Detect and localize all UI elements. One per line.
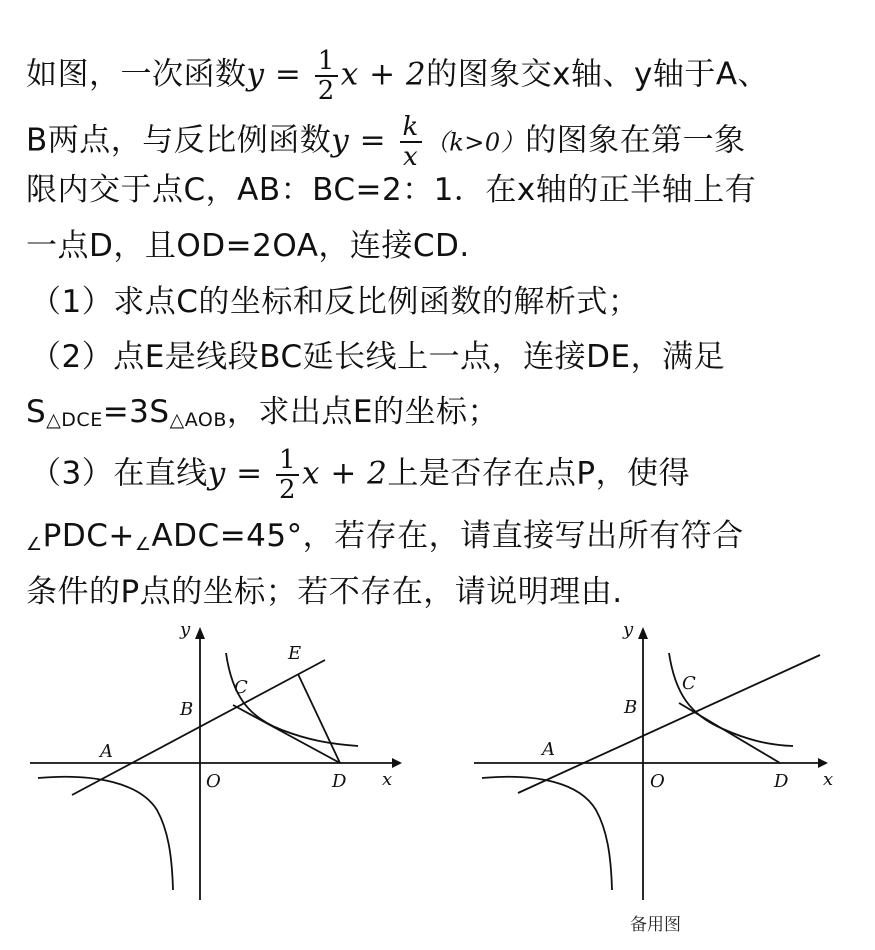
fig1-segment-cd [233, 705, 340, 763]
line2-condition: （k>0） [424, 128, 526, 157]
q2-s1: S [26, 394, 47, 430]
line2-equals: = [359, 122, 387, 159]
fig1-segment-ed [298, 674, 340, 763]
fig1-x-arrow [392, 758, 402, 768]
fig2-y-arrow [638, 627, 648, 639]
fig1-label-o: O [206, 771, 221, 792]
fig1-hyperbola-q1 [226, 653, 358, 746]
fig1-label-e: E [288, 643, 302, 664]
line1-var-y: y [246, 56, 265, 93]
line2-fraction [400, 113, 422, 171]
q3-post-text: 上是否存在点P，使得 [387, 455, 691, 492]
problem-line-2 [26, 113, 746, 171]
fig1-label-a: A [100, 741, 113, 762]
line2-frac-den: x [403, 142, 419, 172]
q3-line2-text-1: PDC+ [42, 518, 135, 554]
question-3-line-3: 条件的P点的坐标；若不存在，请说明理由. [26, 574, 623, 610]
q3-equals: = [236, 455, 263, 492]
angle-symbol-2: ∠ [134, 534, 152, 555]
fig2-hyperbola-q3 [482, 777, 612, 890]
line2-pre-text: B两点，与反比例函数 [26, 122, 332, 159]
q3-fraction [276, 446, 299, 504]
q3-frac-den: 2 [278, 475, 296, 505]
fig2-label-x: x [823, 769, 834, 790]
fig2-label-d: D [774, 771, 789, 792]
fig2-hyperbola-q1 [669, 653, 793, 746]
fig2-label-o: O [650, 771, 665, 792]
problem-line-4: 一点D，且OD=2OA，连接CD. [26, 228, 470, 264]
line1-pre-text: 如图，一次函数 [26, 56, 247, 93]
fig1-label-c: C [234, 677, 248, 698]
line1-post-text: 的图象交x轴、y轴于A、 [426, 56, 770, 93]
q3-var-y: y [207, 455, 226, 492]
figure-2-caption: 备用图 [630, 915, 681, 935]
fig2-label-c: C [682, 673, 696, 694]
figure-1 [20, 615, 440, 915]
problem-line-3: 限内交于点C，AB：BC=2：1．在x轴的正半轴上有 [26, 172, 757, 208]
figure-2 [468, 615, 858, 915]
q2-sub-aob: △AOB [169, 409, 227, 431]
q3-line2-text-2: ADC=45°，若存在，请直接写出所有符合 [151, 518, 744, 554]
fig1-line-ab [72, 660, 325, 795]
q2-sub-dce: △DCE [46, 409, 103, 431]
line1-frac-num: 1 [315, 47, 338, 77]
fig1-label-y: y [180, 619, 191, 640]
fig1-label-x: x [382, 769, 393, 790]
fig1-y-arrow [195, 627, 205, 639]
fig2-segment-cd [679, 703, 780, 763]
line2-frac-num: k [400, 113, 422, 143]
q2-mid: =3S [102, 394, 170, 430]
problem-line-1 [26, 47, 769, 105]
q2-post-text: ，求出点E的坐标； [226, 394, 499, 430]
line1-rest: x + 2 [340, 56, 427, 93]
angle-symbol-1: ∠ [26, 534, 43, 555]
fig1-label-b: B [180, 699, 194, 720]
line2-post-text: 的图象在第一象 [525, 122, 746, 159]
fig1-label-d: D [332, 771, 347, 792]
fig2-label-y: y [623, 619, 634, 640]
fig1-hyperbola-q3 [38, 777, 173, 890]
question-3-line-1 [30, 446, 690, 504]
fig2-label-b: B [624, 697, 638, 718]
question-1: （1）求点C的坐标和反比例函数的解析式； [30, 284, 640, 320]
q3-frac-num: 1 [276, 446, 299, 476]
question-2-line-2 [26, 392, 499, 440]
question-2-line-1: （2）点E是线段BC延长线上一点，连接DE，满足 [30, 339, 726, 375]
line1-fraction [315, 47, 338, 105]
fig2-x-arrow [818, 758, 828, 768]
line1-equals: = [274, 56, 302, 93]
q3-rest: x + 2 [302, 455, 388, 492]
fig2-label-a: A [542, 739, 555, 760]
line1-frac-den: 2 [317, 76, 335, 106]
question-3-line-2 [26, 516, 744, 565]
q3-pre-text: （3）在直线 [30, 455, 208, 492]
line2-var-y: y [331, 122, 350, 159]
